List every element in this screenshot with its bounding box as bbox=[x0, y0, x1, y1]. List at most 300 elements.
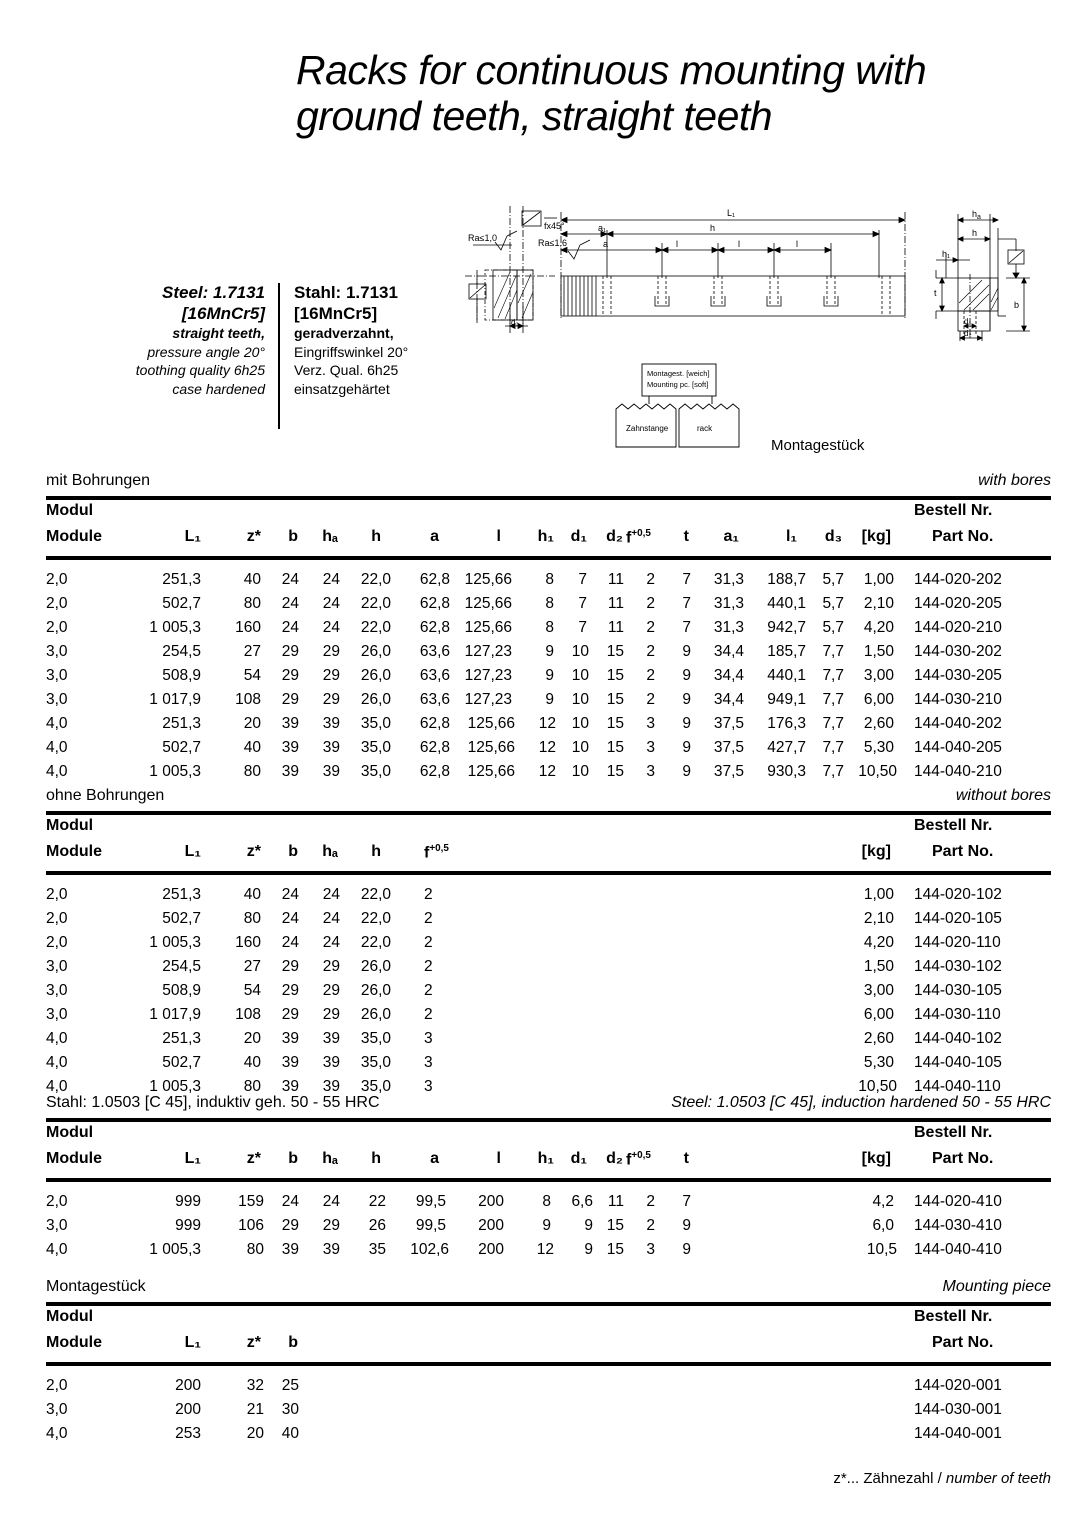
hdr-z: z* bbox=[246, 528, 261, 545]
cell-h: 22,0 bbox=[360, 595, 391, 612]
cell-ha: 39 bbox=[322, 1241, 340, 1258]
hdr-l: l bbox=[496, 1150, 501, 1167]
cell-h: 26,0 bbox=[360, 958, 391, 975]
cell-z: 54 bbox=[243, 667, 261, 684]
cell-z: 80 bbox=[243, 1078, 261, 1095]
hdr-l1: l₁ bbox=[785, 528, 797, 545]
mount-block-label-de: Zahnstange bbox=[626, 424, 669, 433]
caption-de: Stahl: 1.0503 [C 45], induktiv geh. 50 - 55 HRC bbox=[46, 1094, 380, 1111]
cell-L1: 1 017,9 bbox=[149, 1006, 201, 1023]
cell-d1: 6,6 bbox=[571, 1193, 593, 1210]
cell-module: 4,0 bbox=[46, 1241, 68, 1258]
cell-d3: 7,7 bbox=[822, 691, 844, 708]
cell-t: 9 bbox=[682, 715, 691, 732]
cell-a: 62,8 bbox=[419, 571, 450, 588]
hdr-z: z* bbox=[246, 1334, 261, 1351]
cell-l: 200 bbox=[478, 1217, 504, 1234]
table-row bbox=[46, 619, 1051, 643]
cell-a1: 31,3 bbox=[713, 619, 744, 636]
cell-d1: 10 bbox=[571, 643, 589, 660]
hdr-d2: d₂ bbox=[606, 1150, 623, 1167]
table-row bbox=[46, 1006, 1051, 1030]
cell-kg: 6,00 bbox=[863, 1006, 894, 1023]
cell-kg: 2,60 bbox=[863, 1030, 894, 1047]
hdr-d2: d₂ bbox=[606, 528, 623, 545]
label-ha: $h_a$ bbox=[972, 209, 981, 221]
cell-z: 160 bbox=[235, 934, 261, 951]
cell-h1: 8 bbox=[545, 571, 554, 588]
cell-b: 39 bbox=[281, 763, 299, 780]
cell-l: 127,23 bbox=[464, 691, 512, 708]
cell-module: 2,0 bbox=[46, 886, 68, 903]
table-caption-row bbox=[46, 1094, 1051, 1118]
caption-en: without bores bbox=[955, 787, 1051, 804]
hdr-kg: [kg] bbox=[861, 1150, 891, 1167]
cell-b: 39 bbox=[281, 715, 299, 732]
cell-kg: 4,20 bbox=[863, 934, 894, 951]
cell-d1: 9 bbox=[584, 1241, 593, 1258]
cell-f: 3 bbox=[646, 763, 655, 780]
cell-h: 35 bbox=[368, 1241, 386, 1258]
cell-z: 159 bbox=[238, 1193, 264, 1210]
cell-part-no: 144-020-001 bbox=[914, 1377, 1002, 1394]
table-row bbox=[46, 1377, 1051, 1401]
table-row bbox=[46, 934, 1051, 958]
cell-h1: 9 bbox=[545, 691, 554, 708]
cell-z: 108 bbox=[235, 1006, 261, 1023]
hdr-d1: d₁ bbox=[570, 528, 587, 545]
cell-ha: 24 bbox=[322, 595, 340, 612]
cell-ha: 29 bbox=[322, 1006, 340, 1023]
cell-module: 3,0 bbox=[46, 982, 68, 999]
cell-a: 62,8 bbox=[419, 715, 450, 732]
cell-h1: 12 bbox=[538, 715, 556, 732]
cell-l1: 440,1 bbox=[767, 595, 806, 612]
spec-material-en: Steel: 1.7131 bbox=[161, 283, 265, 302]
hdr-L1: L₁ bbox=[184, 528, 201, 545]
cell-t: 9 bbox=[682, 667, 691, 684]
label-h1: h₁ bbox=[942, 249, 951, 259]
cell-ha: 39 bbox=[322, 1078, 340, 1095]
cell-ha: 24 bbox=[322, 886, 340, 903]
cell-L1: 1 005,3 bbox=[149, 1078, 201, 1095]
cell-part-no: 144-040-210 bbox=[914, 763, 1002, 780]
cell-kg: 1,00 bbox=[863, 886, 894, 903]
cell-t: 7 bbox=[682, 1193, 691, 1210]
cell-part-no: 144-020-105 bbox=[914, 910, 1002, 927]
cell-module: 4,0 bbox=[46, 1030, 68, 1047]
cell-b: 29 bbox=[281, 643, 299, 660]
cell-part-no: 144-040-202 bbox=[914, 715, 1002, 732]
hdr-order-de: Bestell Nr. bbox=[914, 1308, 993, 1325]
cell-a: 102,6 bbox=[410, 1241, 449, 1258]
label-h-sec: h bbox=[972, 228, 978, 238]
table-header bbox=[46, 1306, 1051, 1362]
cell-a1: 31,3 bbox=[713, 571, 744, 588]
cell-b: 24 bbox=[281, 934, 299, 951]
cell-f: 3 bbox=[424, 1054, 433, 1071]
cell-d1: 9 bbox=[584, 1217, 593, 1234]
hdr-f: $f^{+0,5}$ bbox=[424, 843, 449, 862]
table-row bbox=[46, 1054, 1051, 1078]
table-caption-row bbox=[46, 472, 1051, 496]
label-b: b bbox=[1014, 300, 1020, 310]
cell-f: 2 bbox=[424, 1006, 433, 1023]
cell-f: 2 bbox=[646, 595, 655, 612]
cell-a1: 37,5 bbox=[713, 715, 744, 732]
cell-d2: 11 bbox=[607, 619, 624, 636]
cell-b: 24 bbox=[281, 571, 299, 588]
cell-part-no: 144-030-410 bbox=[914, 1217, 1002, 1234]
hdr-b: b bbox=[288, 1334, 298, 1351]
table-caption-row bbox=[46, 1278, 1051, 1302]
cell-a1: 37,5 bbox=[713, 763, 744, 780]
table-row bbox=[46, 691, 1051, 715]
cell-b: 40 bbox=[281, 1425, 299, 1442]
label-l-2: l bbox=[738, 239, 740, 249]
cell-h: 35,0 bbox=[360, 1030, 391, 1047]
cell-h: 22,0 bbox=[360, 910, 391, 927]
hdr-h: h bbox=[371, 1150, 381, 1167]
cell-t: 7 bbox=[682, 571, 691, 588]
label-ra-1-0: Ra≤1,0 bbox=[468, 233, 497, 243]
cell-l1: 188,7 bbox=[767, 571, 806, 588]
cell-kg: 6,0 bbox=[872, 1217, 894, 1234]
cell-h: 26,0 bbox=[360, 667, 391, 684]
spec-divider bbox=[278, 283, 280, 429]
hdr-ha: hₐ bbox=[322, 843, 338, 860]
cell-ha: 24 bbox=[322, 1193, 340, 1210]
cell-b: 29 bbox=[281, 1217, 299, 1234]
table-header bbox=[46, 500, 1051, 556]
cell-kg: 1,50 bbox=[863, 643, 894, 660]
cell-f: 2 bbox=[646, 667, 655, 684]
cell-a1: 31,3 bbox=[713, 595, 744, 612]
cell-L1: 251,3 bbox=[162, 715, 201, 732]
cell-z: 80 bbox=[243, 763, 261, 780]
cell-f: 2 bbox=[646, 643, 655, 660]
cell-ha: 29 bbox=[322, 691, 340, 708]
cell-kg: 4,20 bbox=[863, 619, 894, 636]
cell-d2: 15 bbox=[606, 739, 624, 756]
cell-L1: 254,5 bbox=[162, 643, 201, 660]
cell-d2: 11 bbox=[607, 595, 624, 612]
cell-ha: 29 bbox=[322, 1217, 340, 1234]
table-row bbox=[46, 1401, 1051, 1425]
table-body bbox=[46, 875, 1051, 1102]
page-title: Racks for continuous mounting with ground teeth, straight teeth bbox=[296, 47, 927, 139]
cell-f: 3 bbox=[646, 715, 655, 732]
cell-l: 125,66 bbox=[467, 763, 515, 780]
table-row bbox=[46, 1030, 1051, 1054]
hdr-t: t bbox=[683, 528, 689, 545]
cell-d3: 7,7 bbox=[822, 667, 844, 684]
cell-kg: 5,30 bbox=[863, 739, 894, 756]
cell-a: 63,6 bbox=[419, 691, 450, 708]
cell-h: 35,0 bbox=[360, 739, 391, 756]
cell-f: 2 bbox=[424, 958, 433, 975]
cell-t: 9 bbox=[682, 643, 691, 660]
cell-l: 127,23 bbox=[464, 667, 512, 684]
spec-line3-en: case hardened bbox=[172, 380, 265, 397]
label-t: t bbox=[934, 288, 937, 298]
table-row bbox=[46, 1241, 1051, 1265]
cell-d3: 7,7 bbox=[822, 643, 844, 660]
cell-b: 39 bbox=[281, 1030, 299, 1047]
caption-en: Mounting piece bbox=[942, 1278, 1051, 1295]
hdr-b: b bbox=[288, 843, 298, 860]
cell-z: 160 bbox=[235, 619, 261, 636]
table-row bbox=[46, 571, 1051, 595]
table-row bbox=[46, 643, 1051, 667]
cell-z: 20 bbox=[243, 715, 261, 732]
hdr-order-en: Part No. bbox=[932, 1150, 994, 1167]
cell-h1: 9 bbox=[545, 643, 554, 660]
hdr-d1: d₁ bbox=[570, 1150, 587, 1167]
table-with-bores bbox=[46, 472, 1051, 787]
cell-d2: 15 bbox=[606, 763, 624, 780]
cell-t: 7 bbox=[682, 619, 691, 636]
cell-f: 2 bbox=[424, 910, 433, 927]
cell-module: 4,0 bbox=[46, 739, 68, 756]
cell-l: 200 bbox=[478, 1193, 504, 1210]
label-d1: d₁ bbox=[964, 317, 972, 326]
cell-b: 29 bbox=[281, 958, 299, 975]
cell-a: 63,6 bbox=[419, 667, 450, 684]
hdr-module: Module bbox=[46, 528, 102, 545]
spec-line2-de: Verz. Qual. 6h25 bbox=[294, 362, 399, 379]
label-d2: d₂ bbox=[964, 329, 972, 338]
cell-kg: 1,00 bbox=[863, 571, 894, 588]
cell-d1: 7 bbox=[578, 619, 587, 636]
cell-module: 3,0 bbox=[46, 1401, 68, 1418]
cell-part-no: 144-040-001 bbox=[914, 1425, 1002, 1442]
hdr-f: $f^{+0,5}$ bbox=[626, 1150, 651, 1169]
material-specification-block bbox=[95, 283, 450, 433]
hdr-ha: hₐ bbox=[322, 528, 338, 545]
cell-L1: 251,3 bbox=[162, 886, 201, 903]
cell-d2: 15 bbox=[606, 691, 624, 708]
table-row bbox=[46, 739, 1051, 763]
cell-part-no: 144-040-205 bbox=[914, 739, 1002, 756]
cell-l: 200 bbox=[478, 1241, 504, 1258]
cell-module: 3,0 bbox=[46, 1217, 68, 1234]
spec-teeth-en: straight teeth, bbox=[172, 325, 265, 342]
cell-L1: 1 005,3 bbox=[149, 619, 201, 636]
cell-b: 29 bbox=[281, 667, 299, 684]
cell-b: 24 bbox=[281, 619, 299, 636]
cell-d3: 5,7 bbox=[822, 619, 844, 636]
label-l-3: l bbox=[796, 239, 798, 249]
rack-cross-section-drawing bbox=[920, 198, 1060, 350]
cell-f: 3 bbox=[424, 1078, 433, 1095]
cell-t: 7 bbox=[682, 595, 691, 612]
cell-h1: 12 bbox=[538, 739, 556, 756]
cell-module: 3,0 bbox=[46, 691, 68, 708]
cell-t: 9 bbox=[682, 739, 691, 756]
cell-z: 80 bbox=[246, 1241, 264, 1258]
rack-side-view-drawing bbox=[465, 198, 910, 353]
cell-l: 125,66 bbox=[464, 619, 512, 636]
hdr-kg: [kg] bbox=[861, 528, 891, 545]
cell-d1: 10 bbox=[571, 667, 589, 684]
table-row bbox=[46, 763, 1051, 787]
hdr-b: b bbox=[288, 528, 298, 545]
caption-en: with bores bbox=[978, 472, 1051, 489]
caption-en: Steel: 1.0503 [C 45], induction hardened 50 - 55 HRC bbox=[671, 1094, 1051, 1111]
cell-h: 35,0 bbox=[360, 1078, 391, 1095]
cell-d2: 15 bbox=[606, 667, 624, 684]
spec-column-german bbox=[294, 283, 454, 398]
table-row bbox=[46, 667, 1051, 691]
cell-b: 29 bbox=[281, 691, 299, 708]
cell-h: 35,0 bbox=[360, 763, 391, 780]
cell-ha: 29 bbox=[322, 958, 340, 975]
label-l-1: l bbox=[676, 239, 678, 249]
label-a1: a₁ bbox=[598, 223, 607, 233]
cell-ha: 39 bbox=[322, 1054, 340, 1071]
hdr-b: b bbox=[288, 1150, 298, 1167]
cell-L1: 251,3 bbox=[162, 571, 201, 588]
cell-l1: 176,3 bbox=[767, 715, 806, 732]
table-header bbox=[46, 815, 1051, 871]
cell-part-no: 144-020-410 bbox=[914, 1193, 1002, 1210]
hdr-order-en: Part No. bbox=[932, 528, 994, 545]
cell-d3: 7,7 bbox=[822, 739, 844, 756]
cell-l1: 942,7 bbox=[767, 619, 806, 636]
cell-h: 22,0 bbox=[360, 619, 391, 636]
cell-b: 24 bbox=[281, 595, 299, 612]
cell-l: 125,66 bbox=[467, 739, 515, 756]
table-caption-row bbox=[46, 787, 1051, 811]
cell-L1: 502,7 bbox=[162, 910, 201, 927]
table-row bbox=[46, 910, 1051, 934]
cell-ha: 24 bbox=[322, 910, 340, 927]
cell-d3: 7,7 bbox=[822, 763, 844, 780]
cell-h1: 8 bbox=[545, 595, 554, 612]
cell-l1: 427,7 bbox=[767, 739, 806, 756]
hdr-l: l bbox=[496, 528, 501, 545]
cell-part-no: 144-020-102 bbox=[914, 886, 1002, 903]
cell-z: 32 bbox=[246, 1377, 264, 1394]
cell-L1: 200 bbox=[175, 1401, 201, 1418]
cell-L1: 1 017,9 bbox=[149, 691, 201, 708]
hdr-h1: h₁ bbox=[537, 528, 554, 545]
cell-h1: 8 bbox=[542, 1193, 551, 1210]
cell-a1: 37,5 bbox=[713, 739, 744, 756]
cell-kg: 10,50 bbox=[858, 763, 897, 780]
cell-kg: 10,50 bbox=[858, 1078, 897, 1095]
cell-L1: 508,9 bbox=[162, 667, 201, 684]
cell-h: 26 bbox=[368, 1217, 386, 1234]
hdr-modul: Modul bbox=[46, 502, 94, 519]
cell-part-no: 144-030-001 bbox=[914, 1401, 1002, 1418]
cell-f: 2 bbox=[424, 934, 433, 951]
cell-ha: 39 bbox=[322, 763, 340, 780]
cell-l: 127,23 bbox=[464, 643, 512, 660]
hdr-f: $f^{+0,5}$ bbox=[626, 528, 651, 547]
cell-a1: 34,4 bbox=[713, 643, 744, 660]
hdr-modul: Modul bbox=[46, 1124, 94, 1141]
cell-module: 4,0 bbox=[46, 1054, 68, 1071]
cell-kg: 4,2 bbox=[872, 1193, 894, 1210]
cell-f: 2 bbox=[646, 1217, 655, 1234]
spec-line2-en: toothing quality 6h25 bbox=[135, 362, 265, 379]
cell-part-no: 144-040-110 bbox=[914, 1078, 1001, 1095]
cell-d1: 10 bbox=[571, 739, 589, 756]
cell-a1: 34,4 bbox=[713, 667, 744, 684]
label-h: h bbox=[710, 223, 716, 233]
cell-b: 29 bbox=[281, 1006, 299, 1023]
table-body bbox=[46, 1182, 1051, 1265]
cell-a: 62,8 bbox=[419, 595, 450, 612]
hdr-h: h bbox=[371, 528, 381, 545]
cell-h: 35,0 bbox=[360, 715, 391, 732]
cell-t: 9 bbox=[682, 1217, 691, 1234]
cell-L1: 502,7 bbox=[162, 1054, 201, 1071]
cell-z: 40 bbox=[243, 739, 261, 756]
caption-de: Montagestück bbox=[46, 1278, 146, 1295]
cell-b: 24 bbox=[281, 910, 299, 927]
cell-part-no: 144-040-102 bbox=[914, 1030, 1002, 1047]
cell-f: 3 bbox=[646, 739, 655, 756]
cell-module: 2,0 bbox=[46, 595, 68, 612]
table-mounting-piece bbox=[46, 1278, 1051, 1449]
cell-kg: 3,00 bbox=[863, 982, 894, 999]
footnote-en: number of teeth bbox=[945, 1470, 1051, 1487]
cell-L1: 254,5 bbox=[162, 958, 201, 975]
cell-L1: 1 005,3 bbox=[149, 1241, 201, 1258]
cell-kg: 10,5 bbox=[866, 1241, 897, 1258]
spec-grade-de: [16MnCr5] bbox=[294, 303, 378, 323]
cell-part-no: 144-020-205 bbox=[914, 595, 1002, 612]
cell-kg: 2,60 bbox=[863, 715, 894, 732]
cell-module: 2,0 bbox=[46, 910, 68, 927]
cell-L1: 1 005,3 bbox=[149, 934, 201, 951]
cell-d2: 15 bbox=[606, 1217, 624, 1234]
cell-d1: 10 bbox=[571, 763, 589, 780]
mount-callout-de: Montagest. [weich] bbox=[647, 369, 710, 378]
cell-b: 29 bbox=[281, 982, 299, 999]
cell-L1: 502,7 bbox=[162, 595, 201, 612]
cell-L1: 502,7 bbox=[162, 739, 201, 756]
cell-h: 26,0 bbox=[360, 982, 391, 999]
cell-z: 40 bbox=[243, 1054, 261, 1071]
cell-l1: 440,1 bbox=[767, 667, 806, 684]
cell-part-no: 144-030-202 bbox=[914, 643, 1002, 660]
cell-part-no: 144-030-105 bbox=[914, 982, 1002, 999]
cell-L1: 1 005,3 bbox=[149, 763, 201, 780]
cell-z: 80 bbox=[243, 595, 261, 612]
hdr-ha: hₐ bbox=[322, 1150, 338, 1167]
cell-kg: 2,10 bbox=[863, 595, 894, 612]
cell-d1: 7 bbox=[578, 571, 587, 588]
cell-t: 9 bbox=[682, 1241, 691, 1258]
hdr-a: a bbox=[430, 528, 439, 545]
table-row bbox=[46, 715, 1051, 739]
hdr-order-en: Part No. bbox=[932, 843, 994, 860]
cell-b: 25 bbox=[281, 1377, 299, 1394]
table-row bbox=[46, 595, 1051, 619]
spec-line1-en: pressure angle 20° bbox=[147, 343, 265, 360]
cell-h: 22,0 bbox=[360, 934, 391, 951]
cell-d3: 5,7 bbox=[822, 595, 844, 612]
caption-de: ohne Bohrungen bbox=[46, 787, 165, 804]
cell-l: 125,66 bbox=[464, 571, 512, 588]
table-row bbox=[46, 1217, 1051, 1241]
cell-ha: 39 bbox=[322, 1030, 340, 1047]
label-d3: d₃ bbox=[511, 318, 519, 327]
